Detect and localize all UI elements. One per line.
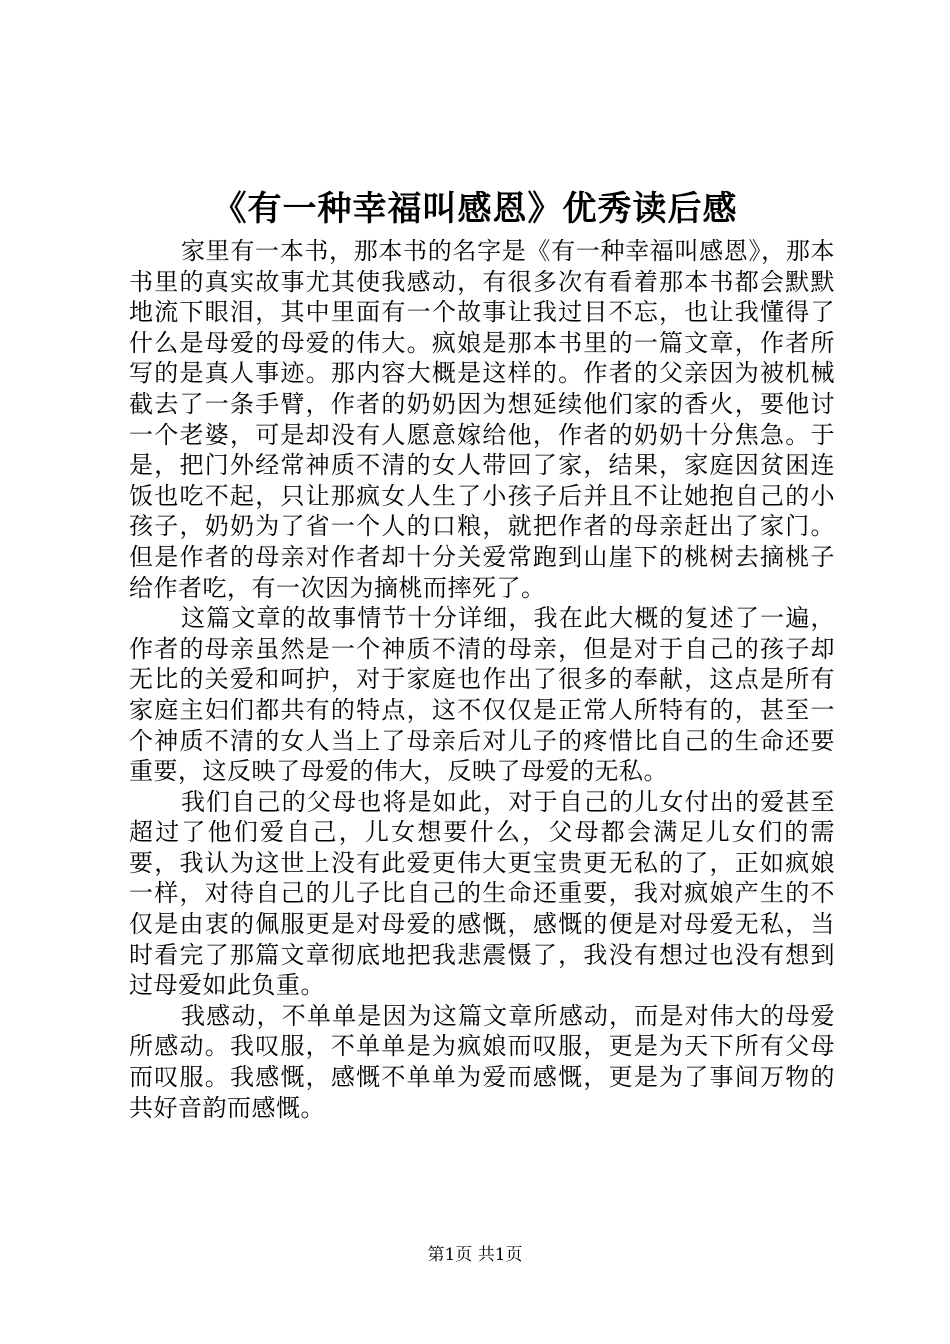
paragraph-2: 这篇文章的故事情节十分详细，我在此大概的复述了一遍，作者的母亲虽然是一个神质不清的母亲，但是对于自己的孩子却无比的关爱和呵护，对于家庭也作出了很多的奉献，这点是所有家庭主妇们都共有的特点，这不仅仅是正常人所特有的，甚至一个神质不清的女人当上了母亲后对儿子的疼惜比自己的生命还要重要，这反映了母爱的伟大，反映了母爱的无私。	[129, 604, 835, 786]
paragraph-1: 家里有一本书，那本书的名字是《有一种幸福叫感恩》，那本书里的真实故事尤其使我感动，有很多次有看着那本书都会默默地流下眼泪，其中里面有一个故事让我过目不忘，也让我懂得了什么是母爱的母爱的伟大。疯娘是那本书里的一篇文章，作者所写的是真人事迹。那内容大概是这样的。作者的父亲因为被机械截去了一条手臂，作者的奶奶因为想延续他们家的香火，要他讨一个老婆，可是却没有人愿意嫁给他，作者的奶奶十分焦急。于是，把门外经常神质不清的女人带回了家，结果，家庭因贫困连饭也吃不起，只让那疯女人生了小孩子后并且不让她抱自己的小孩子，奶奶为了省一个人的口粮，就把作者的母亲赶出了家门。但是作者的母亲对作者却十分关爱常跑到山崖下的桃树去摘桃子给作者吃，有一次因为摘桃而摔死了。	[129, 237, 835, 602]
paragraph-4: 我感动，不单单是因为这篇文章所感动，而是对伟大的母爱所感动。我叹服，不单单是为疯娘而叹服，更是为天下所有父母而叹服。我感慨，感慨不单单为爱而感慨，更是为了事间万物的共好音韵而感慨。	[129, 1001, 835, 1122]
page-footer: 第1页 共1页	[427, 1245, 523, 1265]
paragraph-3: 我们自己的父母也将是如此，对于自己的儿女付出的爱甚至超过了他们爱自己，儿女想要什么，父母都会满足儿女们的需要，我认为这世上没有此爱更伟大更宝贵更无私的了，正如疯娘一样，对待自己的儿子比自己的生命还重要，我对疯娘产生的不仅是由衷的佩服更是对母爱的感慨，感慨的便是对母爱无私，当时看完了那篇文章彻底地把我悲震慑了，我没有想过也没有想到过母爱如此负重。	[129, 787, 835, 1000]
document-title: 《有一种幸福叫感恩》优秀读后感	[212, 189, 738, 229]
document-body	[129, 236, 835, 1123]
